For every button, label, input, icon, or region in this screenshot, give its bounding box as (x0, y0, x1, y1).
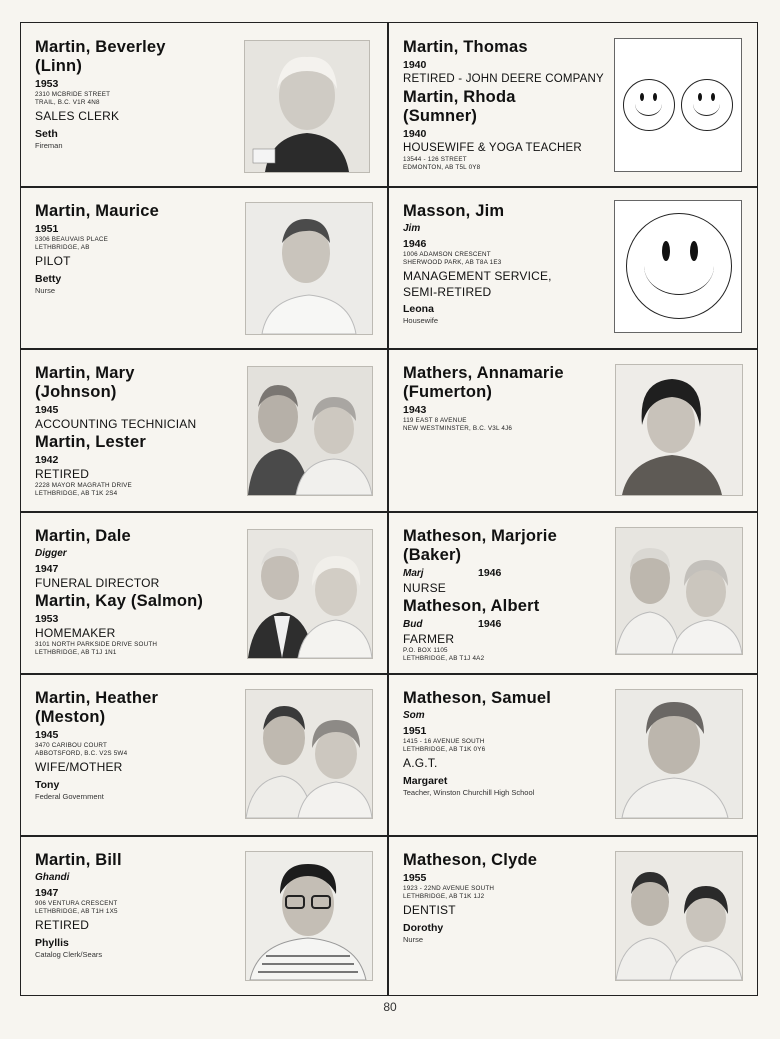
entry-birth-year: 1946 (403, 238, 427, 250)
portrait-photo (244, 40, 370, 173)
entry-name: Martin, Thomas (403, 38, 528, 56)
entry-martin-thomas-rhoda (389, 24, 757, 186)
entry-partner-occupation: HOMEMAKER (35, 625, 116, 640)
entry-partner-nickname: Bud (403, 618, 423, 630)
entry-martin-heather (21, 675, 387, 835)
entry-martin-mary-lester (21, 350, 387, 511)
entry-partner-name: Matheson, Albert (403, 596, 540, 615)
couple-photo (247, 366, 373, 496)
entry-nickname: Marj (403, 568, 424, 579)
entry-name: Martin, Beverley (35, 38, 166, 56)
entry-birth-year: 1946 (478, 567, 502, 579)
entry-birth-year: 1953 (35, 78, 59, 90)
entry-partner-name: Martin, Rhoda (403, 87, 516, 106)
entry-name: Martin, Mary (35, 364, 135, 382)
entry-occupation: SALES CLERK (35, 109, 120, 123)
entry-address: P.O. BOX 1105 LETHBRIDGE, AB T1J 4A2 (403, 647, 485, 662)
entry-name: Matheson, Clyde (403, 851, 538, 869)
entry-name: Matheson, Samuel (403, 689, 552, 707)
entry-spouse: Margaret (403, 774, 448, 787)
entry-birth-year: 1955 (403, 872, 427, 884)
page-number: 80 (383, 1000, 397, 1014)
entry-address: 3306 BEAUVAIS PLACE LETHBRIDGE, AB (35, 236, 108, 251)
entry-partner-occupation: RETIRED (35, 466, 90, 481)
entry-occupation: A.G.T. (403, 756, 438, 770)
entry-maiden-name: (Johnson) (35, 383, 117, 401)
entry-spouse: Phyllis (35, 936, 69, 949)
entry-birth-year: 1951 (403, 725, 427, 737)
entry-partner-name: Martin, Lester (35, 432, 146, 451)
entry-martin-beverley (21, 24, 387, 186)
entry-masson-jim (389, 188, 757, 348)
entry-address: 2310 MCBRIDE STREET TRAIL, B.C. V1R 4N8 (35, 91, 111, 106)
entry-partner-name: Martin, Kay (Salmon) (35, 591, 204, 610)
entry-spouse: Betty (35, 272, 62, 285)
entry-nickname: Digger (35, 548, 67, 559)
entry-spouse-occupation: Federal Government (35, 791, 104, 801)
entry-address: 906 VENTURA CRESCENT LETHBRIDGE, AB T1H 1X5 (35, 900, 118, 915)
entry-name: Martin, Maurice (35, 202, 160, 220)
entry-maiden-name: (Baker) (403, 546, 462, 564)
entry-address: 3101 NORTH PARKSIDE DRIVE SOUTH LETHBRIDGE, AB T1J 1N1 (35, 641, 158, 656)
entry-address: 13544 - 126 STREET EDMONTON, AB T5L 0Y8 (403, 156, 481, 171)
entry-address: 1923 - 22ND AVENUE SOUTH LETHBRIDGE, AB T1K 1J2 (403, 885, 495, 900)
entry-spouse: Seth (35, 127, 58, 140)
entry-occupation: ACCOUNTING TECHNICIAN (35, 417, 197, 431)
entry-matheson-samuel (389, 675, 757, 835)
entry-occupation: PILOT (35, 254, 71, 268)
entry-name: Matheson, Marjorie (403, 527, 557, 545)
entry-name: Mathers, Annamarie (403, 364, 564, 382)
couple-photo (245, 689, 373, 819)
entry-occupation: RETIRED (35, 918, 90, 932)
smiley-face-icon (681, 79, 733, 131)
portrait-photo (615, 689, 743, 819)
entry-name: Martin, Heather (35, 689, 159, 707)
entry-occupation: WIFE/MOTHER (35, 760, 123, 774)
entry-partner-birth-year: 1953 (35, 612, 59, 625)
entry-spouse-occupation: Housewife (403, 316, 439, 325)
entry-matheson-clyde (389, 837, 757, 995)
entry-birth-year: 1943 (403, 404, 427, 416)
entry-mathers-annamarie (389, 350, 757, 511)
entry-birth-year: 1940 (403, 59, 427, 71)
smiley-face-icon (626, 213, 732, 319)
entry-birth-year: 1945 (35, 404, 59, 416)
entry-partner-birth-year: 1940 (403, 127, 427, 140)
entry-nickname: Ghandi (35, 872, 70, 883)
couple-photo (247, 529, 373, 659)
entry-partner-birth-year: 1942 (35, 453, 59, 466)
entry-birth-year: 1945 (35, 729, 59, 741)
no-photo-placeholder (614, 38, 742, 172)
portrait-photo (245, 202, 373, 335)
entry-address: 2228 MAYOR MAGRATH DRIVE LETHBRIDGE, AB T1K 2S4 (35, 482, 132, 497)
entry-address: 1006 ADAMSON CRESCENT SHERWOOD PARK, AB T8A 1E3 (403, 251, 502, 266)
entry-partner-occupation: HOUSEWIFE & YOGA TEACHER (403, 141, 582, 154)
entry-nickname: Som (403, 710, 425, 721)
no-photo-placeholder (614, 200, 742, 333)
entry-occupation: MANAGEMENT SERVICE, SEMI-RETIRED (403, 269, 552, 299)
portrait-photo (615, 364, 743, 496)
entry-martin-dale-kay (21, 513, 387, 673)
entry-birth-year: 1947 (35, 563, 59, 575)
entry-address: 3470 CARIBOU COURT ABBOTSFORD, B.C. V2S 5W4 (35, 742, 128, 757)
entry-name: Martin, Bill (35, 851, 122, 869)
entry-occupation: NURSE (403, 581, 447, 595)
entry-partner-birth-year: 1946 (478, 617, 502, 630)
entry-occupation: DENTIST (403, 903, 456, 917)
entry-partner-occupation: FARMER (403, 631, 455, 646)
entry-spouse: Dorothy (403, 921, 444, 934)
portrait-photo (245, 851, 373, 981)
entry-name: Martin, Dale (35, 527, 131, 545)
entry-birth-year: 1951 (35, 223, 59, 235)
entry-occupation: RETIRED - JOHN DEERE COMPANY (403, 73, 604, 85)
entry-spouse: Tony (35, 778, 60, 791)
smiley-face-icon (623, 79, 675, 131)
entry-maiden-name: (Linn) (35, 57, 83, 75)
entry-nickname: Jim (403, 223, 421, 234)
entry-partner-maiden-name: (Sumner) (403, 106, 478, 125)
entry-maiden-name: (Fumerton) (403, 383, 493, 401)
entry-address: 1415 - 16 AVENUE SOUTH LETHBRIDGE, AB T1K 0Y6 (403, 738, 486, 753)
couple-photo (615, 527, 743, 655)
entry-spouse-occupation: Catalog Clerk/Sears (35, 949, 103, 959)
entry-spouse-occupation: Teacher, Winston Churchill High School (403, 787, 535, 797)
entry-spouse-occupation: Nurse (403, 934, 424, 944)
entry-birth-year: 1947 (35, 887, 59, 899)
entry-address: 119 EAST 8 AVENUE NEW WESTMINSTER, B.C. V3L 4J6 (403, 417, 513, 432)
entry-spouse: Leona (403, 303, 434, 315)
entry-name: Masson, Jim (403, 202, 505, 220)
entry-spouse-occupation: Nurse (35, 285, 56, 295)
entry-spouse-occupation: Fireman (35, 140, 63, 150)
entry-martin-maurice (21, 188, 387, 348)
entry-martin-bill (21, 837, 387, 995)
entry-occupation: FUNERAL DIRECTOR (35, 576, 160, 590)
entry-maiden-name: (Meston) (35, 708, 106, 726)
entry-matheson-marjorie-albert (389, 513, 757, 673)
couple-photo (615, 851, 743, 981)
